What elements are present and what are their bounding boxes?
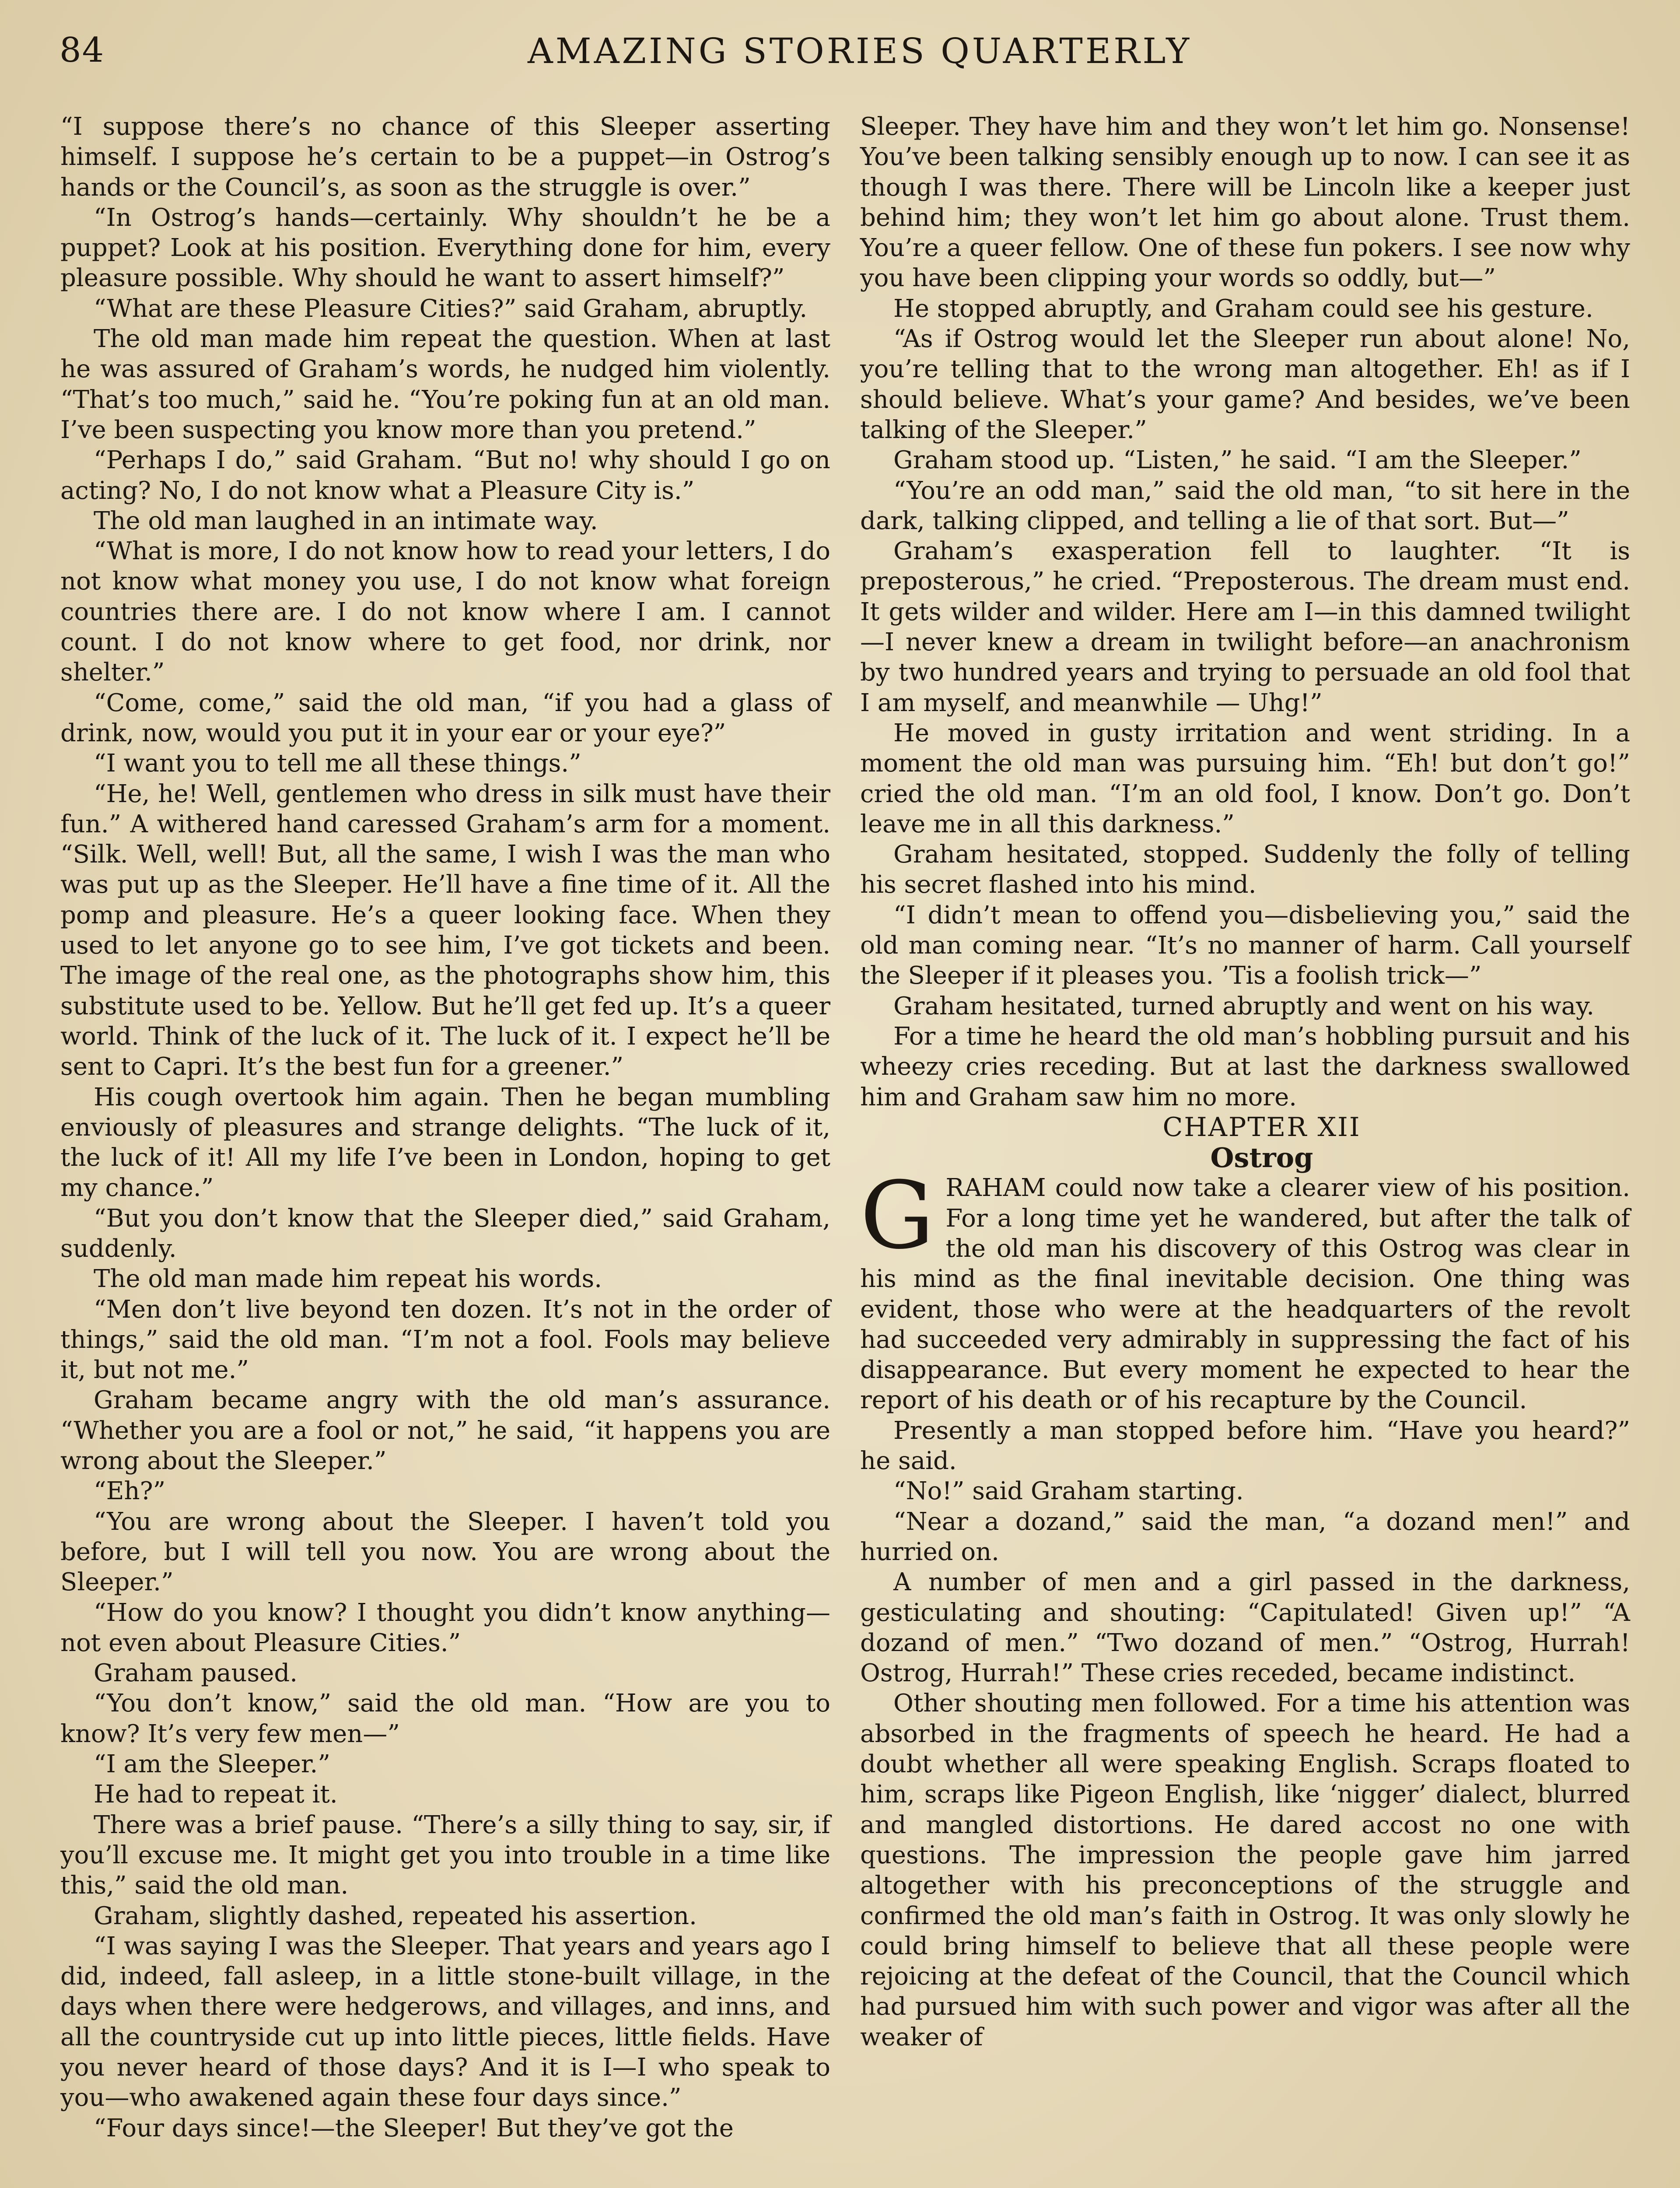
- paragraph: “Eh?”: [94, 1477, 166, 1506]
- paragraph: For a time he heard the old man’s hobbling pursuit and his wheezy cries receding. But at last the darkness swallowed him and Graham saw him no more.: [860, 1022, 1630, 1112]
- paragraph: “I didn’t mean to offend you—disbelieving you,” said the old man coming near. “It’s no manner of harm. Call yourself the Sleeper if it pleases you. ’Tis a foolish trick—”: [860, 901, 1630, 990]
- paragraph: “In Ostrog’s hands—certainly. Why shouldn’t he be a puppet? Look at his position. Everything done for him, every pleasure possible. Why should he want to assert himself?”: [60, 203, 830, 293]
- paragraph: Graham’s exasperation fell to laughter. “It is preposterous,” he cried. “Preposterous. The dream must end. It gets wilder and wilder. Here am I—in this damned twilight—I never knew a dream in twilight before—an anachronism by two hundred years and trying to persuade an old fool that I am myself, and meanwhile — Uhg!”: [860, 537, 1630, 717]
- paragraph: Presently a man stopped before him. “Have you heard?” he said.: [860, 1416, 1630, 1476]
- paragraph: “What are these Pleasure Cities?” said Graham, abruptly.: [94, 294, 808, 323]
- paragraph: “He, he! Well, gentlemen who dress in silk must have their fun.” A withered hand caressed Graham’s arm for a moment. “Silk. Well, well! But, all the same, I wish I was the man who was put up as the Sleeper. He’ll have a fine time of it. All the pomp and pleasure. He’s a queer looking face. When they used to let anyone go to see him, I’ve got tickets and been. The image of the real one, as the photographs show him, this substitute used to be. Yellow. But he’ll get fed up. It’s a queer world. Think of the luck of it. The luck of it. I expect he’ll be sent to Capri. It’s the best fun for a greener.”: [60, 779, 830, 1081]
- paragraph: “But you don’t know that the Sleeper died,” said Graham, suddenly.: [60, 1204, 830, 1263]
- opening-text: RAHAM could now take a clearer view of his position. For a long time yet he wandered, but after the talk of the old man his discovery of this Ostrog was clear in his mind as the final inevitable decision. One thing was evident, those who were at the headquarters of the revolt had succeeded very admirably in suppressing the fact of his disappearance. But every moment he expected to hear the report of his death or of his recapture by the Council.: [860, 1174, 1630, 1415]
- chapter-opening-paragraph: [860, 1161, 1630, 1415]
- page-header: [0, 0, 1680, 114]
- paragraph: “You’re an odd man,” said the old man, “to sit here in the dark, talking clipped, and telling a lie of that sort. But—”: [860, 476, 1630, 535]
- left-column: [60, 112, 830, 2143]
- paragraph: The old man made him repeat the question. When at last he was assured of Graham’s words, he nudged him violently. “That’s too much,” said he. “You’re poking fun at an old man. I’ve been suspecting you know more than you pretend.”: [60, 325, 830, 444]
- paragraph: “No!” said Graham starting.: [893, 1477, 1244, 1506]
- paragraph: “I suppose there’s no chance of this Sleeper asserting himself. I suppose he’s certain to be a puppet—in Ostrog’s hands or the Council’s, as soon as the struggle is over.”: [60, 112, 830, 202]
- paragraph: His cough overtook him again. Then he began mumbling enviously of pleasures and strange delights. “The luck of it, the luck of it! All my life I’ve been in London, hoping to get my chance.”: [60, 1083, 830, 1203]
- right-column: [860, 112, 1630, 2052]
- magazine-title: AMAZING STORIES QUARTERLY: [528, 31, 1192, 71]
- paragraph: He moved in gusty irritation and went striding. In a moment the old man was pursuing him. “Eh! but don’t go!” cried the old man. “I’m an old fool, I know. Don’t go. Don’t leave me in all this darkness.”: [860, 719, 1630, 838]
- paragraph: Graham hesitated, stopped. Suddenly the folly of telling his secret flashed into his mind.: [860, 840, 1630, 899]
- paragraph: “You don’t know,” said the old man. “How are you to know? It’s very few men—”: [60, 1689, 830, 1748]
- paragraph: “I want you to tell me all these things.”: [94, 749, 581, 778]
- paragraph: Graham stood up. “Listen,” he said. “I am the Sleeper.”: [893, 446, 1582, 475]
- paragraph: “Come, come,” said the old man, “if you had a glass of drink, now, would you put it in your ear or your eye?”: [60, 688, 830, 747]
- paragraph: “What is more, I do not know how to read your letters, I do not know what money you use, I do not know what foreign countries there are. I do not know where I am. I cannot count. I do not know where to get food, nor drink, nor shelter.”: [60, 537, 830, 687]
- paragraph: “I was saying I was the Sleeper. That years and years ago I did, indeed, fall asleep, in a little stone-built village, in the days when there were hedgerows, and villages, and inns, and all the countryside cut up into little pieces, little fields. Have you never heard of those days? And it is I—I who speak to you—who awakened again these four days since.”: [60, 1932, 830, 2112]
- paragraph: “As if Ostrog would let the Sleeper run about alone! No, you’re telling that to the wrong man altogether. Eh! as if I should believe. What’s your game? And besides, we’ve been talking of the Sleeper.”: [860, 325, 1630, 444]
- paragraph: “Men don’t live beyond ten dozen. It’s not in the order of things,” said the old man. “I’m not a fool. Fools may believe it, but not me.”: [60, 1295, 830, 1385]
- paragraph: “Near a dozand,” said the man, “a dozand men!” and hurried on.: [860, 1507, 1630, 1566]
- paragraph: Graham became angry with the old man’s assurance. “Whether you are a fool or not,” he said, “it happens you are wrong about the Sleeper.”: [60, 1386, 830, 1476]
- paragraph: He stopped abruptly, and Graham could see his gesture.: [893, 294, 1593, 323]
- paragraph: “How do you know? I thought you didn’t know anything—not even about Pleasure Cities.”: [60, 1598, 830, 1657]
- drop-cap: G: [860, 1161, 934, 1270]
- paragraph: A number of men and a girl passed in the darkness, gesticulating and shouting: “Capitulated! Given up!” “A dozand of men.” “Two dozand of men.” “Ostrog, Hurrah! Ostrog, Hurrah!” These cries receded, became indistinct.: [860, 1568, 1630, 1688]
- paragraph: The old man made him repeat his words.: [94, 1265, 602, 1294]
- paragraph: Graham hesitated, turned abruptly and went on his way.: [893, 992, 1595, 1020]
- paragraph: The old man laughed in an intimate way.: [94, 506, 598, 535]
- paragraph: “Perhaps I do,” said Graham. “But no! why should I go on acting? No, I do not know what a Pleasure City is.”: [60, 446, 830, 505]
- paragraph: There was a brief pause. “There’s a silly thing to say, sir, if you’ll excuse me. It might get you into trouble in a time like this,” said the old man.: [60, 1810, 830, 1900]
- paragraph: Other shouting men followed. For a time his attention was absorbed in the fragments of speech he heard. He had a doubt whether all were speaking English. Scraps floated to him, scraps like Pigeon English, like ‘nigger’ dialect, blurred and mangled distortions. He dared accost no one with questions. The impression the people gave him jarred altogether with his preconceptions of the struggle and confirmed the old man’s faith in Ostrog. It was only slowly he could bring himself to believe that all these people were rejoicing at the defeat of the Council, that the Council which had pursued him with such power and vigor was after all the weaker of: [860, 1689, 1630, 2051]
- chapter-title: Ostrog: [1210, 1142, 1313, 1174]
- paragraph: “You are wrong about the Sleeper. I haven’t told you before, but I will tell you now. You are wrong about the Sleeper.”: [60, 1507, 830, 1597]
- paragraph: “I am the Sleeper.”: [94, 1750, 330, 1779]
- page-number: 84: [60, 31, 105, 70]
- paragraph: Graham, slightly dashed, repeated his assertion.: [94, 1901, 697, 1930]
- chapter-number: CHAPTER XII: [1162, 1112, 1361, 1143]
- paragraph: Graham paused.: [94, 1659, 298, 1688]
- paragraph: “Four days since!—the Sleeper! But they’ve got the: [94, 2114, 734, 2142]
- paragraph: He had to repeat it.: [94, 1780, 338, 1809]
- paragraph: Sleeper. They have him and they won’t let him go. Nonsense! You’ve been talking sensibly enough up to now. I can see it as though I was there. There will be Lincoln like a keeper just behind him; they won’t let him go about alone. Trust them. You’re a queer fellow. One of these fun pokers. I see now why you have been clipping your words so oddly, but—”: [860, 112, 1630, 293]
